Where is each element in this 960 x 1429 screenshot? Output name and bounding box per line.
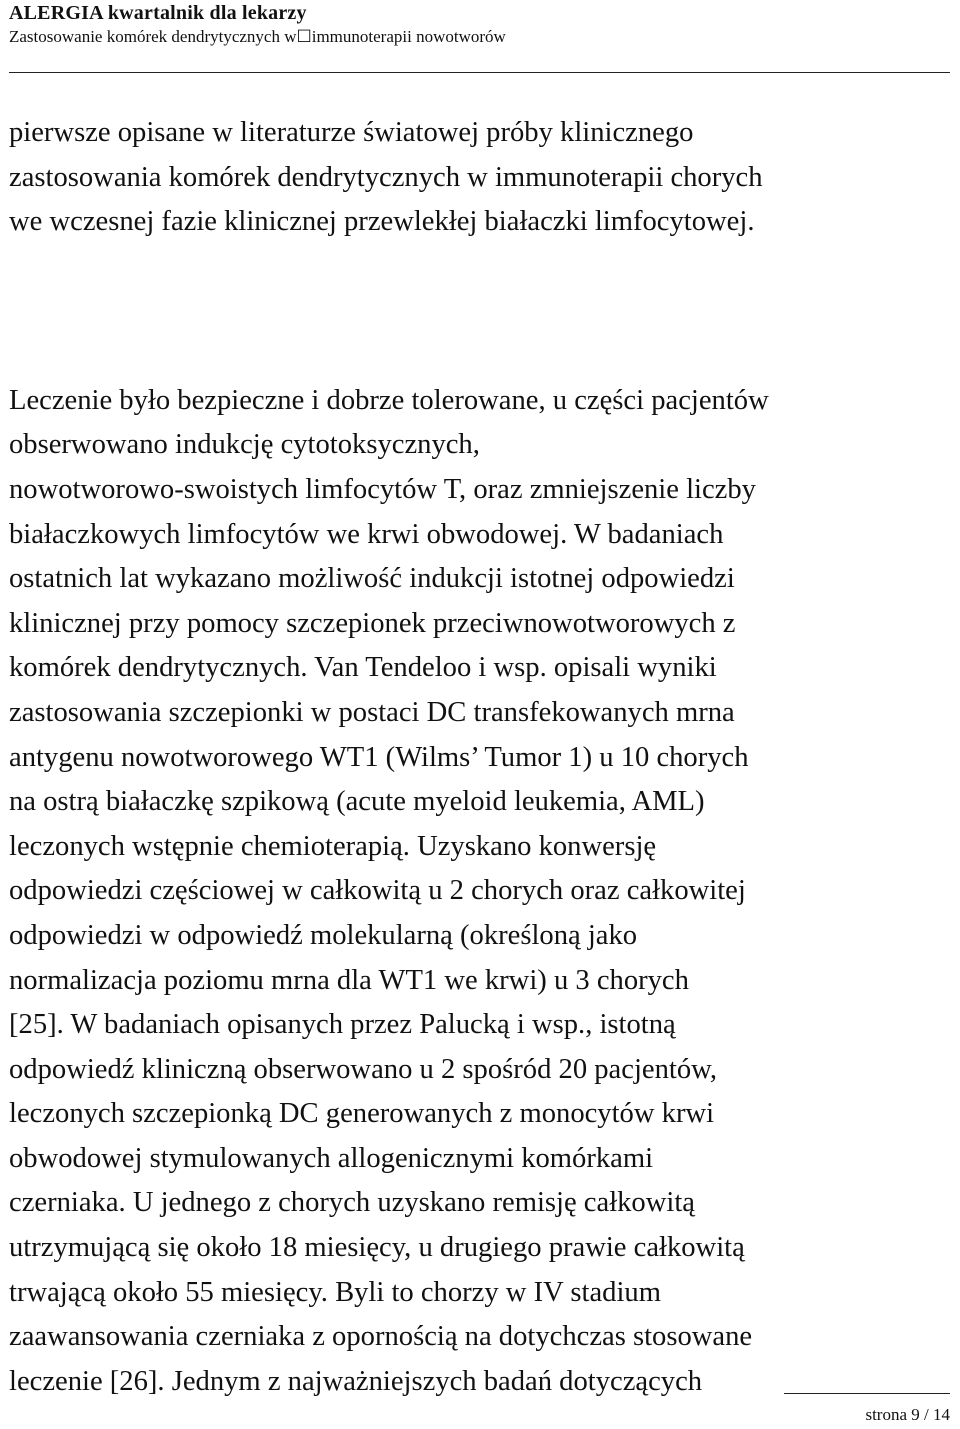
article-title: Zastosowanie komórek dendrytycznych w☐immunoterapii nowotworów [9, 27, 506, 46]
text-line: ostatnich lat wykazano możliwość indukcji istotnej odpowiedzi [9, 563, 735, 595]
header-divider [9, 72, 950, 73]
text-line: trwającą około 55 miesięcy. Byli to chorzy w IV stadium [9, 1276, 661, 1308]
text-line: klinicznej przy pomocy szczepionek przeciwnowotworowych z [9, 607, 736, 639]
text-line: odpowiedzi w odpowiedź molekularną (określoną jako [9, 919, 638, 951]
text-line: Leczenie było bezpieczne i dobrze tolerowane, u części pacjentów [9, 384, 769, 416]
page-header [9, 0, 949, 48]
footer-divider [784, 1393, 950, 1394]
text-line: czerniaka. U jednego z chorych uzyskano remisję całkowitą [9, 1187, 695, 1219]
text-line: obserwowano indukcję cytotoksycznych, [9, 429, 480, 461]
paragraph-2 [9, 379, 954, 1405]
page-number: strona 9 / 14 [865, 1405, 950, 1424]
text-line: zastosowania komórek dendrytycznych w immunoterapii chorych [9, 161, 763, 193]
article-body [9, 111, 954, 1404]
text-line: normalizacja poziomu mrna dla WT1 we krwi) u 3 chorych [9, 964, 689, 996]
text-line: pierwsze opisane w literaturze światowej próby klinicznego [9, 117, 694, 148]
text-line: odpowiedź kliniczną obserwowano u 2 spośród 20 pacjentów, [9, 1053, 718, 1085]
text-line: zastosowania szczepionki w postaci DC transfekowanych mrna [9, 696, 735, 728]
paragraph-spacer [9, 245, 954, 379]
text-line: [25]. W badaniach opisanych przez Palucką i wsp., istotną [9, 1009, 676, 1041]
text-line: zaawansowania czerniaka z opornością na dotychczas stosowane [9, 1321, 753, 1353]
text-line: utrzymującą się około 18 miesięcy, u drugiego prawie całkowitą [9, 1232, 745, 1264]
text-line: leczonych szczepionką DC generowanych z monocytów krwi [9, 1098, 715, 1130]
text-line: leczenie [26]. Jednym z najważniejszych badań dotyczących [9, 1365, 703, 1397]
text-line: obwodowej stymulowanych allogenicznymi komórkami [9, 1142, 654, 1174]
text-line: komórek dendrytycznych. Van Tendeloo i wsp. opisali wyniki [9, 652, 717, 684]
text-line: białaczkowych limfocytów we krwi obwodowej. W badaniach [9, 518, 724, 550]
journal-title: ALERGIA kwartalnik dla lekarzy [9, 2, 307, 24]
text-line: nowotworowo-swoistych limfocytów T, oraz zmniejszenie liczby [9, 473, 756, 505]
text-line: leczonych wstępnie chemioterapią. Uzyskano konwersję [9, 830, 657, 862]
text-line: odpowiedzi częściowej w całkowitą u 2 chorych oraz całkowitej [9, 875, 746, 907]
paragraph-1 [9, 111, 954, 245]
text-line: we wczesnej fazie klinicznej przewlekłej białaczki limfocytowej. [9, 206, 755, 238]
text-line: na ostrą białaczkę szpikową (acute myeloid leukemia, AML) [9, 786, 705, 818]
text-line: antygenu nowotworowego WT1 (Wilms’ Tumor 1) u 10 chorych [9, 741, 749, 773]
